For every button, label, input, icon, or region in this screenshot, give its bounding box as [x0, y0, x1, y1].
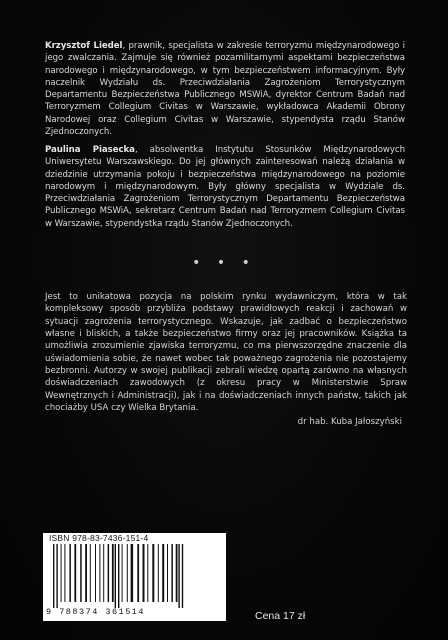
price-label: Cena 17 zł [255, 610, 306, 622]
barcode-bar [178, 544, 179, 608]
barcode-bar [112, 544, 114, 602]
barcode-bar [115, 544, 116, 608]
barcode-bar [103, 544, 104, 602]
author-name-1: Krzysztof Liedel [45, 41, 123, 51]
isbn-label: ISBN 978-83-7436-151-4 [49, 533, 149, 543]
barcode-bar [158, 544, 159, 602]
barcode-bars [51, 544, 219, 608]
barcode-bar [90, 544, 91, 602]
ean-digits: 9 788374 361514 [46, 607, 146, 617]
book-blurb: Jest to unikatowa pozycja na polskim rynku wydawniczym, która w tak kompleksowy sposób przybliża podstawy prawidłowych reakcji i zachowań w sytuacji zagrożenia terrorystycznego. Wskazuje, jak zadbać o bezpieczeństwo własne i bliskich, a także bezpieczeństwo firmy oraz jej pracowników. Książka ta umożliwia zrozumienie zjawiska terroryzmu, co ma pierwszorzędne znaczenie dla uświadomienia sobie, że nawet wobec tak poważnego zagrożenia nie pozostajemy bezbronni. Autorzy w swojej publikacji zebrali wiedzę opartą zarówno na własnych doświadczeniach zawodowych (z okresu pracy w Ministerstwie Spraw Wewnętrznych i Administracji), jak i na doświadczeniach innych państw, takich jak chociażby USA czy Wielka Brytania. [45, 292, 407, 414]
barcode-bar [53, 544, 54, 608]
author-bio-text-1: , prawnik, specjalista w zakresie terroryzmu międzynarodowego i jego zwalczania. Zajmuje się również pozamilitarnymi aspektami bezpieczeństwa narodowego i międzynarodowego, w tym bezpieczeństwem informacyjnym. Były naczelnik Wydziału ds. Przeciwdziałania Zagrożeniom Terrorystycznym Departamentu Bezpieczeństwa Publicznego MSWiA, dyrektor Centrum Badań nad Terroryzmem Collegium Civitas w Warszawie, wykładowca Akademii Obrony Narodowej oraz Collegium Civitas w Warszawie, stypendysta rządu Stanów Zjednoczonych. [45, 41, 405, 138]
barcode-bar [61, 544, 62, 602]
author-name-2: Paulina Piasecka [45, 145, 135, 155]
barcode-bar [127, 544, 128, 602]
barcode-bar [64, 544, 65, 602]
barcode-bar [162, 544, 164, 602]
barcode-bar [176, 544, 178, 602]
barcode-bar [99, 544, 100, 602]
barcode-bar [85, 544, 87, 602]
barcode-bar [147, 544, 148, 602]
section-separator: • • • [192, 255, 256, 271]
barcode-bar [152, 544, 154, 602]
barcode-bar [56, 544, 57, 608]
author-bio-text-2: , absolwentka Instytutu Stosunków Międzynarodowych Uniwersytetu Warszawskiego. Do jej głównych zainteresowań należą działania w dziedzinie utrzymania pokoju i bezpieczeństwa międzynarodowego na poziomie narodowym i międzynarodowym. Były główny specjalista w Wydziale ds. Przeciwdziałania Zagrożeniom Terrorystycznym Departamentu Bezpieczeństwa Publicznego MSWiA, sekretarz Centrum Badań nad Terroryzmem Collegium Civitas w Warszawie, stypendystka rządu Stanów Zjednoczonych. [45, 145, 405, 229]
author-bio-2 [45, 144, 405, 230]
barcode-bar [80, 544, 82, 602]
barcode-bar [108, 544, 110, 602]
barcode-bar [69, 544, 71, 602]
barcode-bar [122, 544, 123, 602]
isbn-barcode [43, 533, 226, 621]
barcode-bar [95, 544, 96, 602]
barcode-bar [137, 544, 139, 602]
barcode-bar [171, 544, 173, 602]
barcode-bar [118, 544, 119, 608]
barcode-bar [182, 544, 183, 608]
blurb-signature: dr hab. Kuba Jałoszyński [297, 417, 402, 427]
barcode-bar [167, 544, 168, 602]
author-bio-1 [45, 40, 405, 138]
barcode-bar [143, 544, 145, 602]
barcode-bar [74, 544, 76, 602]
barcode-bar [131, 544, 134, 602]
